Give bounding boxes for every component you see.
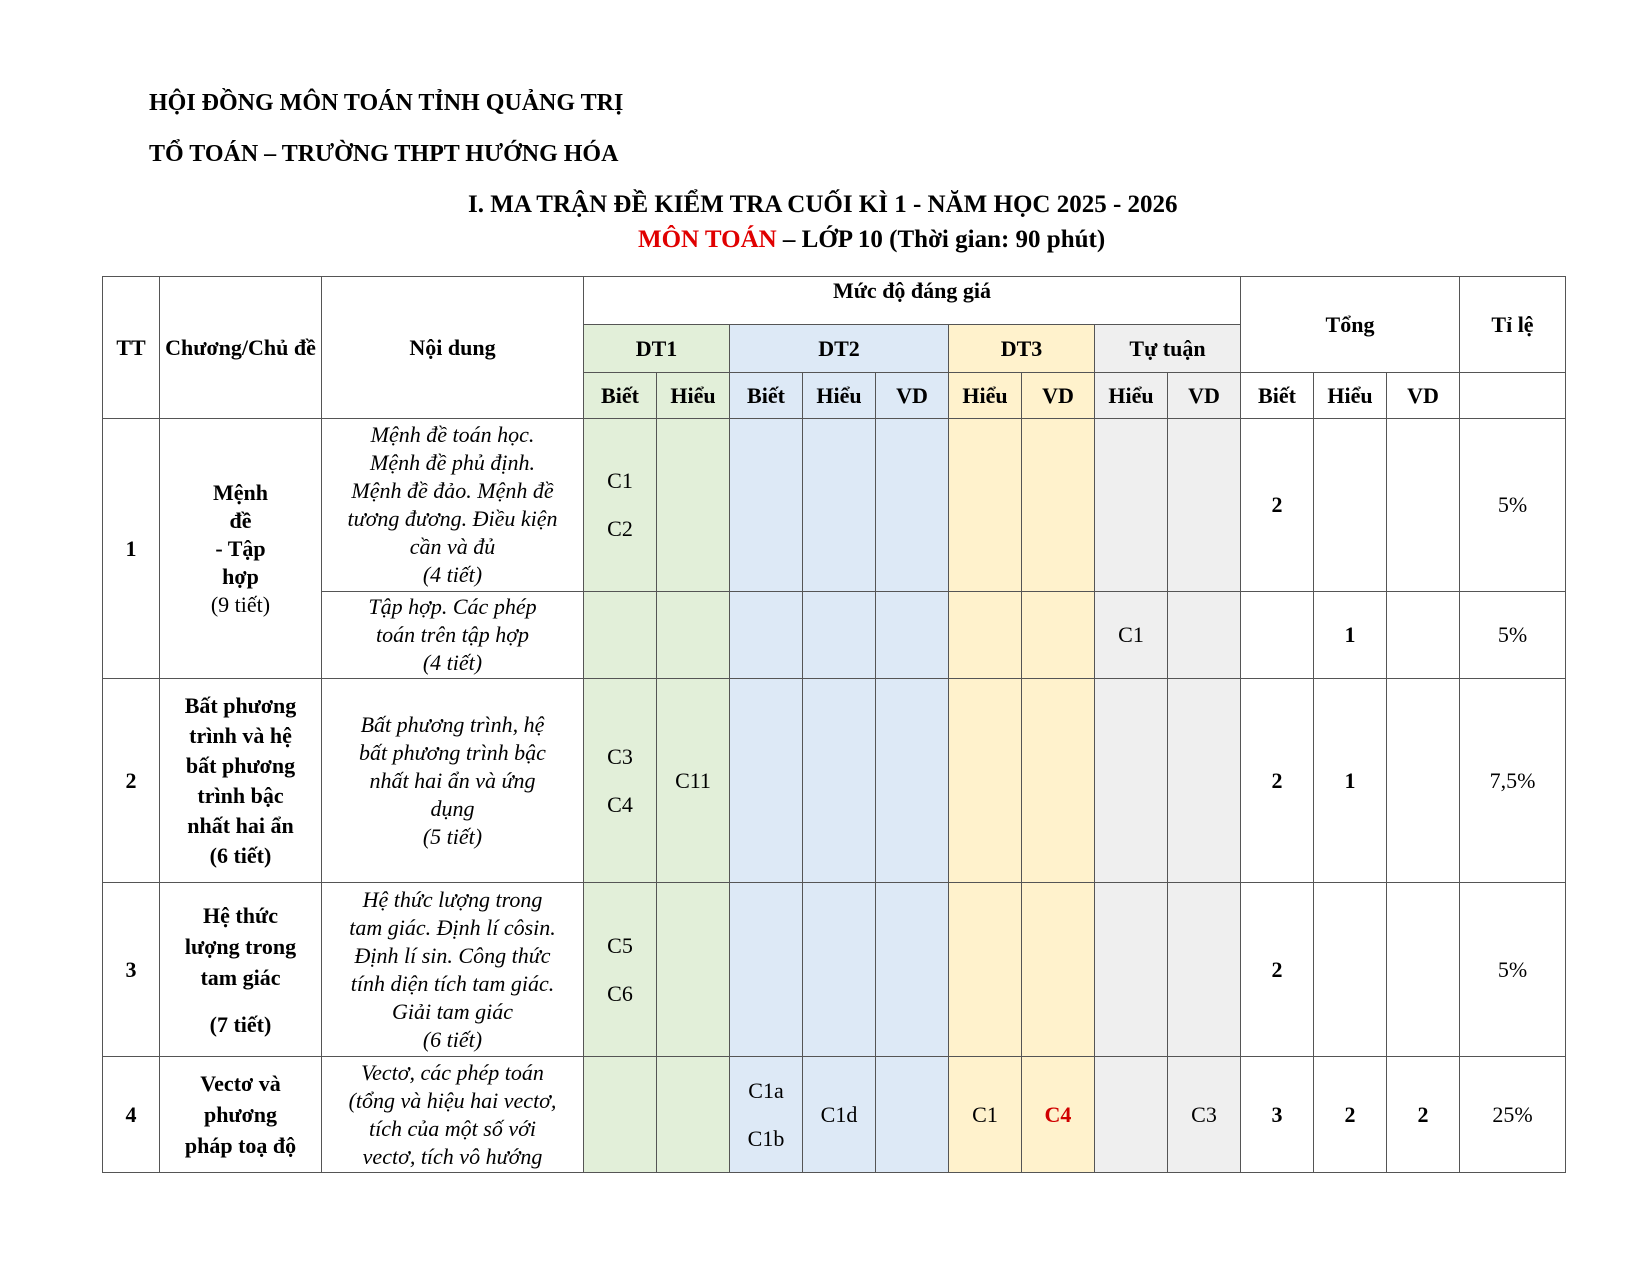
row-noidung xyxy=(322,419,584,592)
noidung-line: Tập hợp. Các phép xyxy=(368,594,537,619)
chuong-line: Hệ thức xyxy=(203,902,278,928)
cell-dt3-hieu xyxy=(949,679,1022,883)
cell-dt1-biet xyxy=(584,592,657,679)
dt1-hieu-head: Hiểu xyxy=(657,373,730,419)
doc-title: I. MA TRẬN ĐỀ KIỂM TRA CUỐI KÌ 1 - NĂM HỌC 2025 - 2026 xyxy=(468,191,1178,218)
dt3-vd-head: VD xyxy=(1022,373,1095,419)
doc-subtitle xyxy=(638,226,1105,254)
cell-tong-hieu: 1 xyxy=(1314,592,1387,679)
chuong-line: nhất hai ẩn xyxy=(187,812,294,838)
cell-dt2-hieu xyxy=(803,883,876,1057)
cell-dt2-hieu: C1d xyxy=(803,1057,876,1173)
cell-tile: 25% xyxy=(1460,1057,1566,1173)
tong-vd-head: VD xyxy=(1387,373,1460,419)
noidung-line: bất phương trình bậc xyxy=(359,739,546,765)
row-noidung xyxy=(322,883,584,1057)
cell-tong-biet: 3 xyxy=(1241,1057,1314,1173)
noidung-line: dụng xyxy=(430,795,475,821)
cell-dt2-vd xyxy=(876,679,949,883)
noidung-line: nhất hai ẩn và ứng xyxy=(369,767,536,793)
chuong-line: Bất phương xyxy=(184,692,297,718)
table-row xyxy=(103,1057,1566,1173)
cell-dt2-biet xyxy=(730,679,803,883)
chuong-line: pháp toạ độ xyxy=(184,1133,297,1158)
cell-dt2-biet xyxy=(730,1057,803,1173)
noidung-line: tam giác. Định lí côsin. xyxy=(349,914,556,940)
row-chuong xyxy=(160,1057,322,1173)
cell-tong-vd xyxy=(1387,592,1460,679)
row-noidung xyxy=(322,1057,584,1173)
cell-dt2-vd xyxy=(876,1057,949,1173)
cell-dt3-vd xyxy=(1022,592,1095,679)
cell-tt-hieu xyxy=(1095,419,1168,592)
cell-tile: 5% xyxy=(1460,419,1566,592)
col-tutuan: Tự tuận xyxy=(1095,325,1241,373)
chuong-tiet: (9 tiết) xyxy=(210,591,271,617)
cell-tong-vd: 2 xyxy=(1387,1057,1460,1173)
cell-tong-hieu: 1 xyxy=(1314,679,1387,883)
cell-tong-biet: 2 xyxy=(1241,679,1314,883)
row-tt: 4 xyxy=(103,1057,160,1173)
cell-dt2-hieu xyxy=(803,592,876,679)
cell-dt3-hieu: C1 xyxy=(949,1057,1022,1173)
noidung-line: (6 tiết) xyxy=(422,1026,483,1052)
cell-tong-hieu xyxy=(1314,419,1387,592)
cell-dt3-hieu xyxy=(949,419,1022,592)
cell-dt2-biet xyxy=(730,883,803,1057)
cell-tong-vd xyxy=(1387,419,1460,592)
header-council: HỘI ĐỒNG MÔN TOÁN TỈNH QUẢNG TRỊ xyxy=(149,90,624,116)
col-chuong: Chương/Chủ đề xyxy=(160,277,322,419)
cell-dt1-hieu xyxy=(657,883,730,1057)
cell-dt3-vd xyxy=(1022,883,1095,1057)
chuong-tiet: (7 tiết) xyxy=(209,1011,272,1037)
chuong-line: trình và hệ xyxy=(189,722,292,748)
chuong-line: bất phương xyxy=(185,752,296,778)
noidung-line: Vectơ, các phép toán xyxy=(361,1059,544,1085)
tt-hieu-head: Hiểu xyxy=(1095,373,1168,419)
noidung-line: (tổng và hiệu hai vectơ, xyxy=(348,1087,557,1113)
dt2-biet-head: Biết xyxy=(730,373,803,419)
question-code: C4 xyxy=(607,791,633,817)
col-tong: Tổng xyxy=(1241,277,1460,373)
question-code: C1 xyxy=(607,468,633,493)
cell-tt-hieu xyxy=(1095,883,1168,1057)
cell-tt-hieu xyxy=(1095,679,1168,883)
cell-dt1-hieu xyxy=(657,1057,730,1173)
cell-tong-vd xyxy=(1387,883,1460,1057)
chuong-line: lượng trong xyxy=(184,933,297,959)
cell-dt2-biet xyxy=(730,419,803,592)
chuong-line: tam giác xyxy=(200,964,281,990)
noidung-line: toán trên tập hợp xyxy=(376,622,529,647)
dt2-vd-head: VD xyxy=(876,373,949,419)
cell-dt2-biet xyxy=(730,592,803,679)
noidung-line: (4 tiết) xyxy=(422,650,483,675)
header-row-1 xyxy=(103,277,1566,325)
tong-hieu-head: Hiểu xyxy=(1314,373,1387,419)
row-noidung xyxy=(322,592,584,679)
cell-tong-hieu xyxy=(1314,883,1387,1057)
cell-tt-hieu: C1 xyxy=(1095,592,1168,679)
assessment-matrix-table xyxy=(102,276,1566,1173)
col-dt3: DT3 xyxy=(949,325,1095,373)
header-school: TỔ TOÁN – TRƯỜNG THPT HƯỚNG HÓA xyxy=(149,141,619,167)
question-code: C3 xyxy=(607,743,633,769)
chuong-line: - Tập xyxy=(215,535,266,561)
cell-dt3-vd xyxy=(1022,419,1095,592)
chuong-line: phương xyxy=(203,1102,278,1127)
cell-tile: 5% xyxy=(1460,592,1566,679)
cell-dt3-vd: C4 xyxy=(1022,1057,1095,1173)
question-code: C5 xyxy=(607,932,633,958)
tile-empty-head xyxy=(1460,373,1566,419)
cell-dt3-vd xyxy=(1022,679,1095,883)
row-noidung xyxy=(322,679,584,883)
cell-dt2-vd xyxy=(876,592,949,679)
chuong-line: trình bậc xyxy=(197,782,284,808)
cell-tong-vd xyxy=(1387,679,1460,883)
subject-name: MÔN TOÁN xyxy=(638,226,777,253)
noidung-line: Mệnh đề đảo. Mệnh đề xyxy=(351,478,554,503)
cell-tong-biet: 2 xyxy=(1241,419,1314,592)
cell-dt2-vd xyxy=(876,419,949,592)
cell-tt-hieu xyxy=(1095,1057,1168,1173)
chuong-line: (6 tiết) xyxy=(209,842,272,868)
row-chuong xyxy=(160,679,322,883)
chuong-line: Mệnh xyxy=(213,479,268,505)
cell-tt-vd xyxy=(1168,679,1241,883)
noidung-line: (5 tiết) xyxy=(422,823,483,849)
chuong-line: đề xyxy=(229,507,252,533)
dt1-biet-head: Biết xyxy=(584,373,657,419)
cell-dt2-hieu xyxy=(803,419,876,592)
cell-tt-vd xyxy=(1168,592,1241,679)
row-chuong xyxy=(160,883,322,1057)
cell-dt2-hieu xyxy=(803,679,876,883)
noidung-line: vectơ, tích vô hướng xyxy=(362,1143,543,1169)
table-row xyxy=(103,679,1566,883)
cell-tong-biet: 2 xyxy=(1241,883,1314,1057)
cell-tile: 7,5% xyxy=(1460,679,1566,883)
col-noidung: Nội dung xyxy=(322,277,584,419)
question-code: C1a xyxy=(748,1077,784,1103)
table-row xyxy=(103,592,1566,679)
dt3-hieu-head: Hiểu xyxy=(949,373,1022,419)
row-chuong xyxy=(160,419,322,679)
cell-dt1-biet xyxy=(584,1057,657,1173)
question-code: C6 xyxy=(607,980,633,1006)
noidung-line: Hệ thức lượng trong xyxy=(362,886,543,912)
col-tt: TT xyxy=(103,277,160,419)
col-dt1: DT1 xyxy=(584,325,730,373)
row-tt: 1 xyxy=(103,419,160,679)
subtitle-rest: – LỚP 10 (Thời gian: 90 phút) xyxy=(776,226,1106,253)
row-tt: 3 xyxy=(103,883,160,1057)
cell-dt1-hieu xyxy=(657,592,730,679)
col-mucdo: Mức độ đáng giá xyxy=(584,277,1241,325)
row-tt: 2 xyxy=(103,679,160,883)
cell-dt3-hieu xyxy=(949,883,1022,1057)
chuong-line: hợp xyxy=(222,563,259,589)
table-row xyxy=(103,883,1566,1057)
cell-dt1-biet xyxy=(584,679,657,883)
cell-tong-hieu: 2 xyxy=(1314,1057,1387,1173)
cell-dt1-biet xyxy=(584,883,657,1057)
noidung-line: Mệnh đề phủ định. xyxy=(370,450,535,475)
cell-dt1-hieu xyxy=(657,419,730,592)
cell-dt1-biet xyxy=(584,419,657,592)
noidung-line: Mệnh đề toán học. xyxy=(370,422,535,447)
cell-tong-biet xyxy=(1241,592,1314,679)
cell-dt1-hieu: C11 xyxy=(657,679,730,883)
noidung-line: tích của một số với xyxy=(369,1115,536,1141)
cell-dt2-vd xyxy=(876,883,949,1057)
col-tile: Tỉ lệ xyxy=(1460,277,1566,373)
table-row xyxy=(103,419,1566,592)
tong-biet-head: Biết xyxy=(1241,373,1314,419)
noidung-line: Giải tam giác xyxy=(392,998,513,1024)
noidung-line: Bất phương trình, hệ xyxy=(360,711,545,737)
noidung-line: cần và đủ xyxy=(409,534,496,559)
cell-tt-vd: C3 xyxy=(1168,1057,1241,1173)
dt2-hieu-head: Hiểu xyxy=(803,373,876,419)
question-code: C1b xyxy=(747,1125,785,1151)
cell-tile: 5% xyxy=(1460,883,1566,1057)
chuong-line: Vectơ và xyxy=(200,1071,281,1096)
cell-dt3-hieu xyxy=(949,592,1022,679)
col-dt2: DT2 xyxy=(730,325,949,373)
cell-tt-vd xyxy=(1168,419,1241,592)
noidung-line: tương đương. Điều kiện xyxy=(347,506,558,531)
noidung-line: tính diện tích tam giác. xyxy=(350,970,555,996)
question-code: C2 xyxy=(607,516,633,541)
cell-tt-vd xyxy=(1168,883,1241,1057)
noidung-line: Định lí sin. Công thức xyxy=(354,942,551,968)
tt-vd-head: VD xyxy=(1168,373,1241,419)
noidung-line: (4 tiết) xyxy=(422,562,483,587)
